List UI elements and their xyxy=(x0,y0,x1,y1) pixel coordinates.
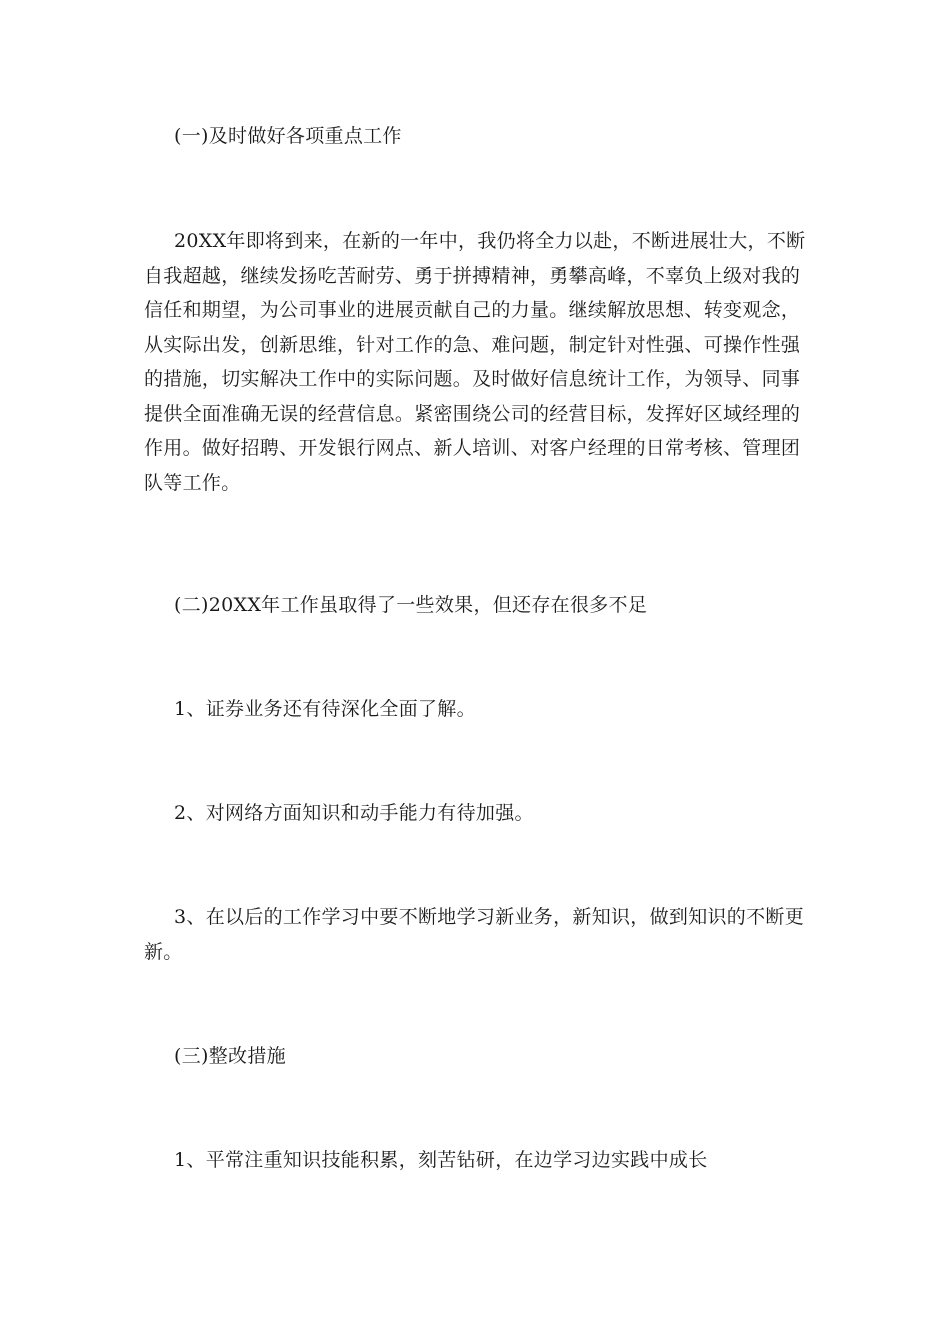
list-item-2: 2、对网络方面知识和动手能力有待加强。 xyxy=(174,802,534,824)
list-item-3: 3、在以后的工作学习中要不断地学习新业务，新知识，做到知识的不断更新。 xyxy=(144,906,804,963)
body-paragraph: 20XX年即将到来，在新的一年中，我仍将全力以赴，不断进展壮大，不断自我超越，继续发扬吃苦耐劳、勇于拼搏精神，勇攀高峰，不辜负上级对我的信任和期望，为公司事业的进展贡献自己的力量。继续解放思想、转变观念，从实际出发，创新思维，针对工作的急、难问题，制定针对性强、可操作性强的措施，切实解决工作中的实际问题。及时做好信息统计工作，为领导、同事提供全面准确无误的经营信息。紧密围绕公司的经营目标，发挥好区域经理的作用。做好招聘、开发银行网点、新人培训、对客户经理的日常考核、管理团队等工作。 xyxy=(144,230,806,494)
heading-section-1: (一)及时做好各项重点工作 xyxy=(174,125,402,147)
heading-section-3: (三)整改措施 xyxy=(174,1045,286,1067)
measure-item-1: 1、平常注重知识技能积累，刻苦钻研，在边学习边实践中成长 xyxy=(174,1149,708,1171)
list-item-1: 1、证券业务还有待深化全面了解。 xyxy=(174,698,476,720)
heading-section-2: (二)20XX年工作虽取得了一些效果，但还存在很多不足 xyxy=(174,594,648,616)
